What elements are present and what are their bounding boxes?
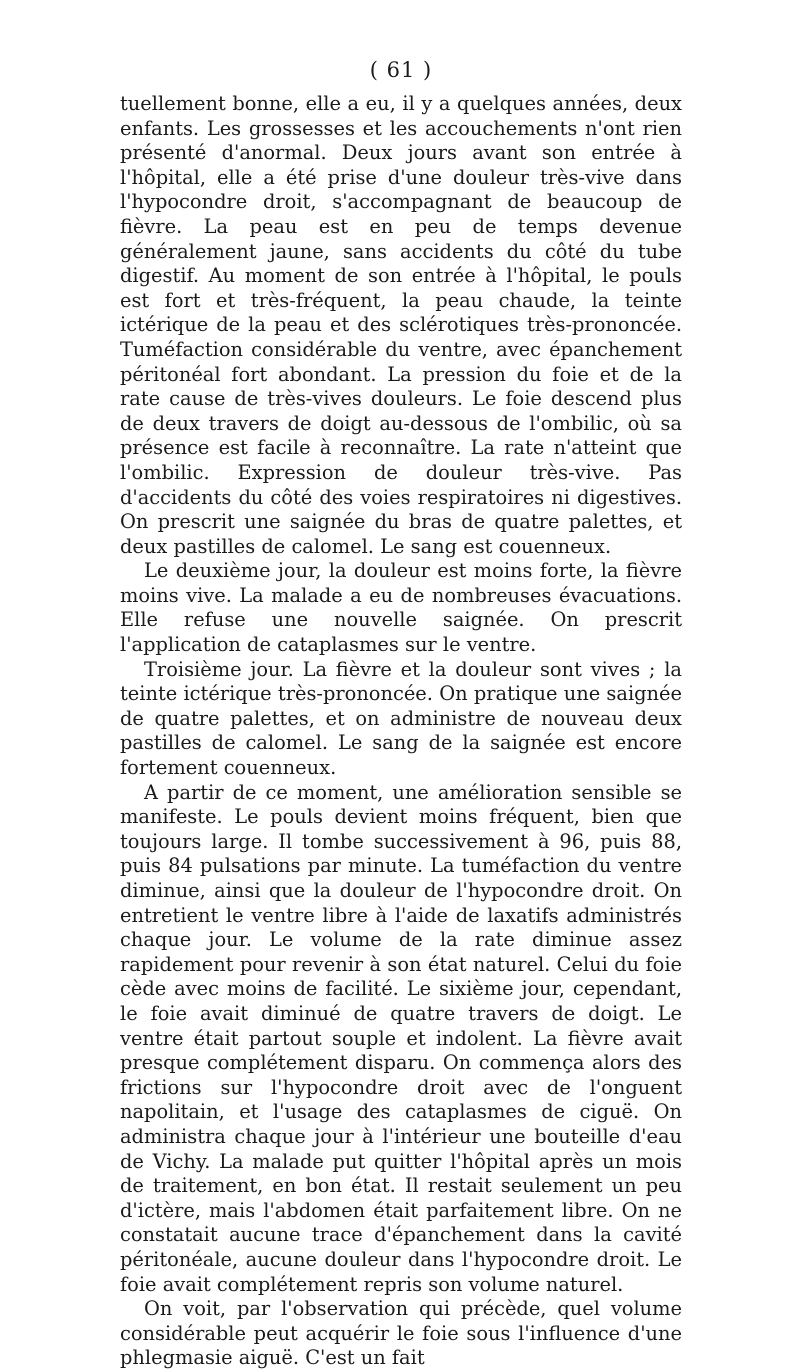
paragraph: A partir de ce moment, une amélioration sensible se manifeste. Le pouls devient moins fréquent, bien que toujours large. Il tombe successivement à 96, puis 88, puis 84 pulsations par minute. La tuméfaction du ventre diminue, ainsi que la douleur de l'hypocondre droit. On entretient le ventre libre à l'aide de laxatifs administrés chaque jour. Le volume de la rate diminue assez rapidement pour revenir à son état naturel. Celui du foie cède avec moins de facilité. Le sixième jour, cependant, le foie avait diminué de quatre travers de doigt. Le ventre était partout souple et indolent. La fièvre avait presque complétement disparu. On commença alors des frictions sur l'hypocondre droit avec de l'onguent napolitain, et l'usage des cataplasmes de ciguë. On administra chaque jour à l'intérieur une bouteille d'eau de Vichy. La malade put quitter l'hôpital après un mois de traitement, en bon état. Il restait seulement un peu d'ictère, mais l'abdomen était parfaitement libre. On ne constatait aucune trace d'épanchement dans la cavité péritonéale, aucune douleur dans l'hypocondre droit. Le foie avait complétement repris son volume naturel. xyxy=(120,780,682,1296)
paragraph: Le deuxième jour, la douleur est moins forte, la fièvre moins vive. La malade a eu de nombreuses évacuations. Elle refuse une nouvelle saignée. On prescrit l'application de cataplasmes sur le ventre. xyxy=(120,559,682,657)
paragraph: Troisième jour. La fièvre et la douleur sont vives ; la teinte ictérique très-prononcée. On pratique une saignée de quatre palettes, et on administre de nouveau deux pastilles de calomel. Le sang de la saignée est encore fortement couenneux. xyxy=(120,657,682,780)
paragraph: tuellement bonne, elle a eu, il y a quelques années, deux enfants. Les grossesses et les accouchements n'ont rien présenté d'anormal. Deux jours avant son entrée à l'hôpital, elle a été prise d'une douleur très-vive dans l'hypocondre droit, s'accompagnant de beaucoup de fièvre. La peau est en peu de temps devenue généralement jaune, sans accidents du côté du tube digestif. Au moment de son entrée à l'hôpital, le pouls est fort et très-fréquent, la peau chaude, la teinte ictérique de la peau et des sclérotiques très-prononcée. Tuméfaction considérable du ventre, avec épanchement péritonéal fort abondant. La pression du foie et de la rate cause de très-vives douleurs. Le foie descend plus de deux travers de doigt au-dessous de l'ombilic, où sa présence est facile à reconnaître. La rate n'atteint que l'ombilic. Expression de douleur très-vive. Pas d'accidents du côté des voies respiratoires ni digestives. On prescrit une saignée du bras de quatre palettes, et deux pastilles de calomel. Le sang est couenneux. xyxy=(120,92,682,558)
book-page xyxy=(120,58,682,1371)
page-number: ( 61 ) xyxy=(369,58,433,82)
paragraph: On voit, par l'observation qui précède, quel volume considérable peut acquérir le foie sous l'influence d'une phlegmasie aiguë. C'est un fait xyxy=(120,1297,682,1370)
